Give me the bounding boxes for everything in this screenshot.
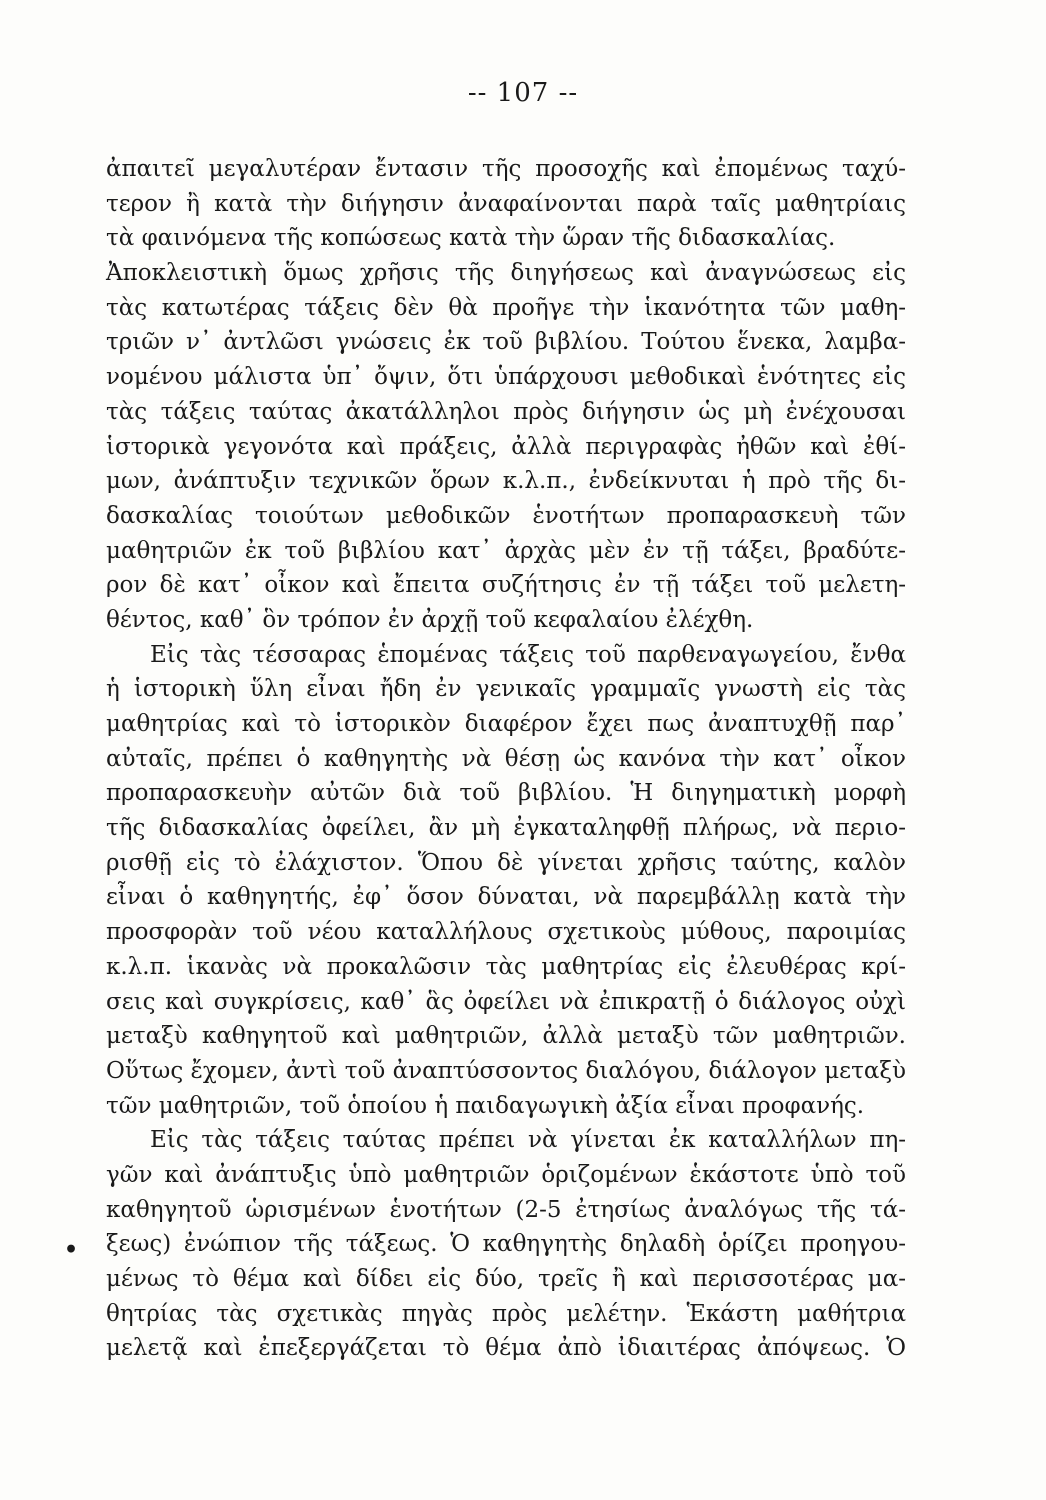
- text-line: τὰ φαινόμενα τῆς κοπώσεως κατὰ τὴν ὥραν τῆς διδασκαλίας.: [106, 225, 836, 252]
- text-line: τὰς τάξεις ταύτας ἀκατάλληλοι πρὸς διήγησιν ὡς μὴ ἐνέχουσαι: [106, 398, 906, 425]
- text-line: μων, ἀνάπτυξιν τεχνικῶν ὅρων κ.λ.π., ἐνδείκνυται ἡ πρὸ τῆς δι-: [106, 468, 906, 495]
- text-line: μελετᾷ καὶ ἐπεξεργάζεται τὸ θέμα ἀπὸ ἰδιαιτέρας ἀπόψεως. Ὁ: [106, 1335, 906, 1362]
- text-line: γῶν καὶ ἀνάπτυξις ὑπὸ μαθητριῶν ὁριζομένων ἑκάστοτε ὑπὸ τοῦ: [106, 1161, 906, 1188]
- text-line: Εἰς τὰς τέσσαρας ἑπομένας τάξεις τοῦ παρθεναγωγείου, ἔνθα: [150, 641, 906, 668]
- text-line: θητρίας τὰς σχετικὰς πηγὰς πρὸς μελέτην. Ἑκάστη μαθήτρια: [106, 1300, 906, 1327]
- text-line: τερον ἢ κατὰ τὴν διήγησιν ἀναφαίνονται παρὰ ταῖς μαθητρίαις: [106, 190, 906, 217]
- text-line: προπαρασκευὴν αὐτῶν διὰ τοῦ βιβλίου. Ἡ διηγηματικὴ μορφὴ: [106, 780, 906, 807]
- text-line: μαθητριῶν ἐκ τοῦ βιβλίου κατ᾿ ἀρχὰς μὲν ἐν τῇ τάξει, βραδύτε-: [106, 537, 906, 564]
- text-line: τὰς κατωτέρας τάξεις δὲν θὰ προῆγε τὴν ἱκανότητα τῶν μαθη-: [106, 294, 906, 321]
- margin-mark: •: [64, 1237, 79, 1263]
- text-line: τριῶν ν᾿ ἀντλῶσι γνώσεις ἐκ τοῦ βιβλίου. Τούτου ἕνεκα, λαμβα-: [106, 329, 906, 356]
- text-line: Ἀποκλειστικὴ ὅμως χρῆσις τῆς διηγήσεως καὶ ἀναγνώσεως εἰς: [106, 260, 906, 287]
- text-line: δασκαλίας τοιούτων μεθοδικῶν ἑνοτήτων προπαρασκευὴ τῶν: [106, 502, 906, 529]
- text-line: σεις καὶ συγκρίσεις, καθ᾿ ἃς ὀφείλει νὰ ἐπικρατῇ ὁ διάλογος οὐχὶ: [106, 988, 906, 1015]
- body-text: [106, 152, 906, 1366]
- text-line: μαθητρίας καὶ τὸ ἱστορικὸν διαφέρον ἔχει πως ἀναπτυχθῇ παρ᾿: [106, 711, 906, 737]
- text-line: καθηγητοῦ ὡρισμένων ἑνοτήτων (2-5 ἐτησίως ἀναλόγως τῆς τά-: [106, 1196, 906, 1223]
- text-line: τῆς διδασκαλίας ὀφείλει, ἂν μὴ ἐγκαταληφθῇ πλήρως, νὰ περιο-: [106, 815, 906, 842]
- text-line: νομένου μάλιστα ὑπ᾿ ὄψιν, ὅτι ὑπάρχουσι μεθοδικαὶ ἑνότητες εἰς: [106, 364, 906, 391]
- text-line: ἱστορικὰ γεγονότα καὶ πράξεις, ἀλλὰ περιγραφὰς ἠθῶν καὶ ἐθί-: [106, 433, 906, 460]
- text-line: ἡ ἱστορικὴ ὕλη εἶναι ἤδη ἐν γενικαῖς γραμμαῖς γνωστὴ εἰς τὰς: [106, 676, 906, 703]
- text-line: θέντος, καθ᾿ ὃν τρόπον ἐν ἀρχῇ τοῦ κεφαλαίου ἐλέχθη.: [106, 606, 754, 633]
- text-line: Οὕτως ἔχομεν, ἀντὶ τοῦ ἀναπτύσσοντος διαλόγου, διάλογον μεταξὺ: [106, 1057, 906, 1084]
- text-line: κ.λ.π. ἱκανὰς νὰ προκαλῶσιν τὰς μαθητρίας εἰς ἐλευθέρας κρί-: [106, 953, 906, 980]
- text-line: ἀπαιτεῖ μεγαλυτέραν ἔντασιν τῆς προσοχῆς καὶ ἐπομένως ταχύ-: [106, 156, 906, 182]
- text-line: εἶναι ὁ καθηγητής, ἐφ᾿ ὅσον δύναται, νὰ παρεμβάλλῃ κατὰ τὴν: [106, 884, 906, 911]
- text-line: μεταξὺ καθηγητοῦ καὶ μαθητριῶν, ἀλλὰ μεταξὺ τῶν μαθητριῶν.: [106, 1023, 906, 1050]
- text-line: ξεως) ἐνώπιον τῆς τάξεως. Ὁ καθηγητὴς δηλαδὴ ὁρίζει προηγου-: [106, 1231, 906, 1258]
- text-line: προσφορὰν τοῦ νέου καταλλήλους σχετικοὺς μύθους, παροιμίας: [106, 919, 906, 946]
- text-line: ρισθῇ εἰς τὸ ἐλάχιστον. Ὅπου δὲ γίνεται χρῆσις ταύτης, καλὸν: [106, 849, 906, 876]
- text-line: αὐταῖς, πρέπει ὁ καθηγητὴς νὰ θέσῃ ὡς κανόνα τὴν κατ᾿ οἶκον: [106, 745, 906, 772]
- text-line: ρον δὲ κατ᾿ οἶκον καὶ ἔπειτα συζήτησις ἐν τῇ τάξει τοῦ μελετη-: [106, 572, 906, 599]
- text-line: Εἰς τὰς τάξεις ταύτας πρέπει νὰ γίνεται ἐκ καταλλήλων πη-: [150, 1127, 906, 1154]
- text-line: μένως τὸ θέμα καὶ δίδει εἰς δύο, τρεῖς ἢ καὶ περισσοτέρας μα-: [106, 1266, 906, 1292]
- page-number: -- 107 --: [467, 78, 579, 108]
- text-line: τῶν μαθητριῶν, τοῦ ὁποίου ἡ παιδαγωγικὴ ἀξία εἶναι προφανής.: [106, 1092, 865, 1119]
